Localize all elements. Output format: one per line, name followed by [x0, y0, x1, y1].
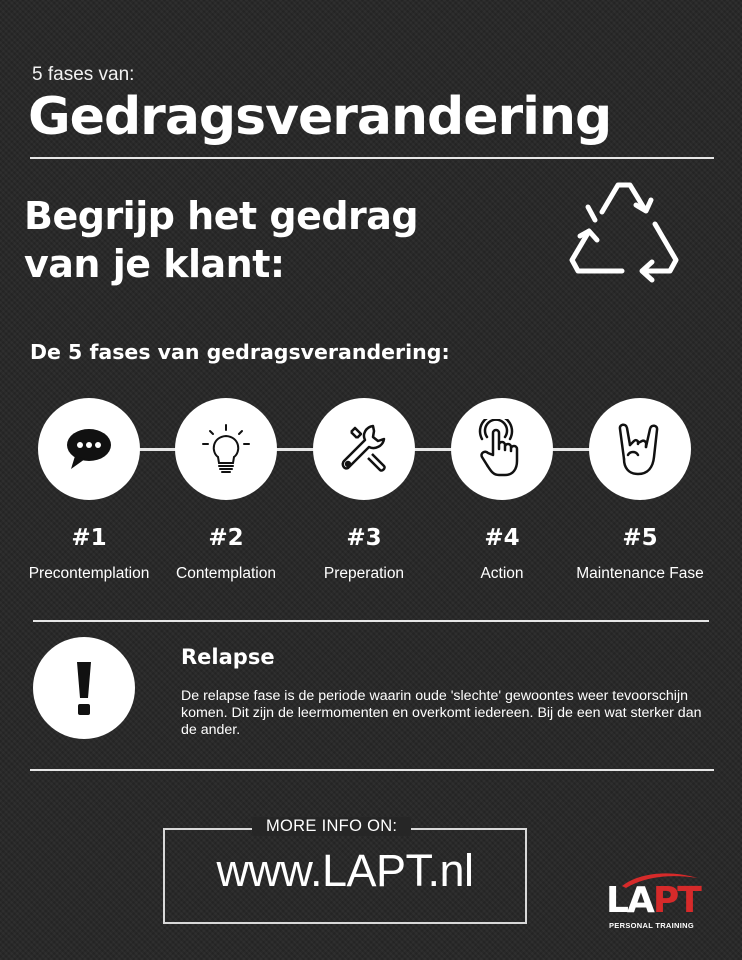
- wrench-icon: [335, 420, 393, 478]
- logo-tagline: PERSONAL TRAINING: [609, 921, 694, 930]
- logo-wordmark: [606, 880, 700, 921]
- subtitle: [24, 192, 418, 288]
- info-label: MORE INFO ON:: [252, 817, 411, 836]
- phase-2: [151, 398, 301, 583]
- title-divider: [30, 157, 714, 159]
- phase-4-name: Action: [480, 565, 524, 582]
- phase-3-name: Preperation: [323, 565, 405, 582]
- speech-bubble-icon: [65, 427, 113, 471]
- phase-1-number: #1: [71, 525, 107, 551]
- logo-pt: PT: [652, 880, 700, 921]
- lapt-logo: [606, 868, 716, 936]
- rock-hand-icon: [612, 419, 668, 479]
- phase-5-name: Maintenance Fase: [576, 565, 704, 582]
- phases-heading: De 5 fases van gedragsverandering:: [30, 340, 450, 364]
- website-link[interactable]: www.LAPT.nl: [216, 845, 474, 896]
- relapse-divider: [30, 769, 714, 771]
- intro-text: 5 fases van:: [32, 64, 135, 85]
- relapse-description: De relapse fase is de periode waarin oude 'slechte' gewoontes weer tevoorschijn komen. Dit zijn de leermomenten en overkomt iedereen. Bij de een wat sterker dan de ander.: [181, 688, 702, 738]
- phase-5-circle: [589, 398, 691, 500]
- phase-3-circle: [313, 398, 415, 500]
- phase-3: [289, 398, 439, 583]
- phase-3-number: #3: [346, 525, 382, 551]
- relapse-title: Relapse: [181, 645, 275, 669]
- phases-divider: [33, 620, 709, 622]
- phase-4-number: #4: [484, 525, 520, 551]
- page-title: Gedragsverandering: [28, 87, 612, 147]
- lightbulb-icon: [198, 421, 254, 477]
- phase-2-name: Contemplation: [176, 565, 276, 582]
- relapse-circle: [33, 637, 135, 739]
- phase-4-circle: [451, 398, 553, 500]
- phase-1-circle: [38, 398, 140, 500]
- phase-1-name: Precontemplation: [28, 565, 150, 582]
- phase-2-number: #2: [208, 525, 244, 551]
- subtitle-line-1: Begrijp het gedrag: [24, 194, 419, 238]
- phase-4: [427, 398, 577, 583]
- tap-hand-icon: [473, 419, 531, 479]
- logo-la: LA: [606, 880, 653, 921]
- phase-5-number: #5: [622, 525, 658, 551]
- phase-2-circle: [175, 398, 277, 500]
- recycle-icon: [560, 176, 688, 298]
- exclamation-icon: [74, 660, 94, 716]
- subtitle-line-2: van je klant:: [24, 242, 285, 286]
- phase-1: [14, 398, 164, 583]
- phase-5: [565, 398, 715, 583]
